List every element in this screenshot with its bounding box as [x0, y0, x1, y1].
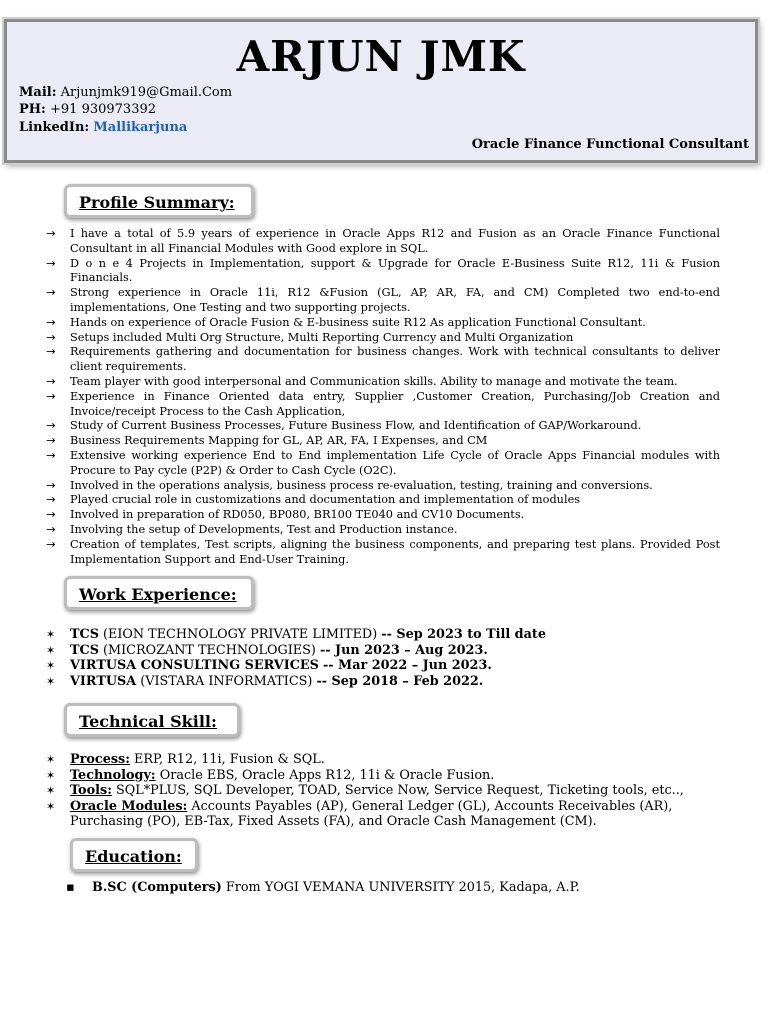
work-experience-item	[44, 674, 724, 690]
technical-skill-item	[44, 768, 724, 784]
profile-summary-item: → Involved in the operations analysis, business process re-evaluation, testing, training and conversions.	[44, 479, 720, 494]
skill-label: Technology:	[70, 767, 156, 783]
education-item	[70, 880, 580, 895]
technical-skill-item	[44, 783, 724, 799]
work-experience-item	[44, 658, 724, 674]
profile-summary-item: → Strong experience in Oracle 11i, R12 &Fusion (GL, AP, AR, FA, and CM) Completed two end-to-end implementations, One Testing and two supporting projects.	[44, 286, 720, 316]
profile-summary-item: → Involving the setup of Developments, Test and Production instance.	[44, 523, 720, 538]
skill-label: Process:	[70, 752, 130, 767]
profile-summary-item: → Hands on experience of Oracle Fusion & E-business suite R12 As application Functional Consultant.	[44, 316, 720, 331]
company-name: VIRTUSA CONSULTING SERVICES	[70, 658, 319, 673]
work-experience-heading: Work Experience:	[64, 576, 254, 610]
linkedin-link[interactable]: Mallikarjuna	[93, 120, 188, 135]
education-detail: From YOGI VEMANA UNIVERSITY 2015, Kadapa, A.P.	[221, 880, 580, 895]
education-heading: Education:	[70, 838, 198, 872]
mail-value: Arjunjmk919@Gmail.Com	[60, 85, 233, 100]
profile-summary-list	[44, 227, 720, 567]
profile-summary-item: → Played crucial role in customizations and documentation and implementation of modules	[44, 493, 720, 508]
phone-value: +91 930973392	[50, 102, 157, 117]
work-period: -- Sep 2023 to Till date	[381, 627, 546, 642]
work-experience-item	[44, 643, 724, 659]
profile-summary-heading: Profile Summary:	[64, 184, 254, 218]
profile-summary-item: → I have a total of 5.9 years of experience in Oracle Apps R12 and Fusion as an Oracle Finance Functional Consultant in all Financial Modules with Good explore in SQL.	[44, 227, 720, 257]
profile-summary-item: → D o n e 4 Projects in Implementation, support & Upgrade for Oracle E-Business Suite R12, 11i & Fusion Financials.	[44, 257, 720, 287]
company-detail: (VISTARA INFORMATICS)	[136, 673, 317, 689]
profile-summary-item: → Requirements gathering and documentation for business changes. Work with technical consultants to deliver client requirements.	[44, 345, 720, 375]
work-experience-item	[44, 627, 724, 643]
skill-label: Tools:	[70, 783, 112, 798]
technical-skill-list	[44, 752, 724, 830]
profile-summary-item: → Experience in Finance Oriented data entry, Supplier ,Customer Creation, Purchasing/Job Creation and Invoice/receipt Process to the Cash Application,	[44, 390, 720, 420]
contact-linkedin	[19, 120, 187, 135]
resume-header	[4, 19, 758, 163]
contact-mail	[19, 85, 232, 100]
skill-text: ERP, R12, 11i, Fusion & SQL.	[129, 752, 325, 767]
job-role: Oracle Finance Functional Consultant	[471, 137, 749, 152]
work-period: -- Sep 2018 – Feb 2022.	[316, 673, 484, 689]
skill-text: SQL*PLUS, SQL Developer, TOAD, Service Now, Service Request, Ticketing tools, etc..,	[111, 783, 684, 798]
technical-skill-item	[44, 799, 724, 830]
technical-skill-heading: Technical Skill:	[64, 703, 240, 737]
technical-skill-item	[44, 752, 724, 768]
work-experience-list	[44, 627, 724, 689]
mail-label: Mail:	[19, 85, 57, 100]
profile-summary-item: → Team player with good interpersonal and Communication skills. Ability to manage and motivate the team.	[44, 375, 720, 390]
skill-text: Oracle EBS, Oracle Apps R12, 11i & Oracle Fusion.	[155, 767, 495, 783]
candidate-name: ARJUN JMK	[236, 32, 526, 81]
company-name: TCS	[70, 642, 99, 658]
profile-summary-item: → Business Requirements Mapping for GL, AP, AR, FA, I Expenses, and CM	[44, 434, 720, 449]
work-period: -- Jun 2023 – Aug 2023.	[319, 642, 488, 658]
company-detail: (EION TECHNOLOGY PRIVATE LIMITED)	[98, 627, 382, 642]
profile-summary-item: → Setups included Multi Org Structure, Multi Reporting Currency and Multi Organization	[44, 331, 720, 346]
profile-summary-item: → Creation of templates, Test scripts, aligning the business components, and preparing test plans. Provided Post Implementation Support and End-User Training.	[44, 538, 720, 568]
skill-text: Accounts Payables (AP), General Ledger (GL), Accounts Receivables (AR), Purchasing (PO), EB-Tax, Fixed Assets (FA), and Oracle Cash Management (CM).	[70, 798, 673, 829]
linkedin-label: LinkedIn:	[19, 120, 90, 135]
phone-label: PH:	[19, 102, 46, 117]
company-detail: (MICROZANT TECHNOLOGIES)	[98, 642, 320, 658]
profile-summary-item: → Study of Current Business Processes, Future Business Flow, and Identification of GAP/Workaround.	[44, 419, 720, 434]
profile-summary-item: → Extensive working experience End to End implementation Life Cycle of Oracle Apps Financial modules with Procure to Pay cycle (P2P) & Order to Cash Cycle (O2C).	[44, 449, 720, 479]
company-name: TCS	[70, 627, 99, 642]
company-name: VIRTUSA	[70, 673, 137, 689]
education-degree: B.SC (Computers)	[92, 880, 222, 895]
work-period: -- Mar 2022 – Jun 2023.	[322, 658, 492, 673]
contact-phone	[19, 102, 156, 117]
skill-label: Oracle Modules:	[70, 798, 188, 814]
profile-summary-item: → Involved in preparation of RD050, BP080, BR100 TE040 and CV10 Documents.	[44, 508, 720, 523]
